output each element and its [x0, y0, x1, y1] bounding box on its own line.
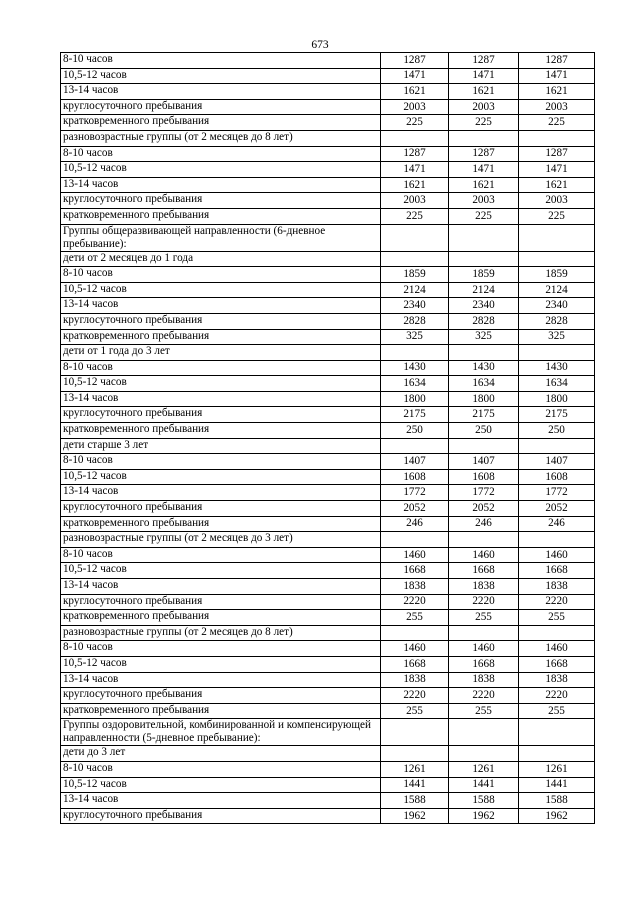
- value-cell: 255: [381, 610, 449, 626]
- value-cell: 255: [449, 703, 519, 719]
- value-cell: 2340: [449, 298, 519, 314]
- value-cell: 255: [519, 610, 595, 626]
- row-label: кратковременного пребывания: [61, 329, 381, 345]
- table-row: [61, 407, 595, 423]
- table-row: [61, 391, 595, 407]
- row-label: дети от 2 месяцев до 1 года: [61, 251, 381, 267]
- value-cell: [519, 438, 595, 454]
- value-cell: 246: [449, 516, 519, 532]
- value-cell: 2124: [519, 282, 595, 298]
- table-row: [61, 115, 595, 131]
- row-label: 8-10 часов: [61, 146, 381, 162]
- value-cell: 1261: [519, 761, 595, 777]
- value-cell: 2220: [449, 688, 519, 704]
- table-row: [61, 579, 595, 595]
- value-cell: 255: [519, 703, 595, 719]
- value-cell: 1772: [381, 485, 449, 501]
- value-cell: 1772: [449, 485, 519, 501]
- value-cell: 2340: [519, 298, 595, 314]
- value-cell: 1838: [381, 672, 449, 688]
- value-cell: 2828: [519, 313, 595, 329]
- value-cell: 325: [381, 329, 449, 345]
- table-row: [61, 423, 595, 439]
- value-cell: 1471: [381, 162, 449, 178]
- row-label: разновозрастные группы (от 2 месяцев до 8 лет): [61, 130, 381, 146]
- table-row: [61, 313, 595, 329]
- value-cell: [449, 746, 519, 762]
- table-row: [61, 793, 595, 809]
- value-cell: 1668: [381, 563, 449, 579]
- row-label: круглосуточного пребывания: [61, 407, 381, 423]
- value-cell: 225: [519, 115, 595, 131]
- value-cell: 2003: [449, 99, 519, 115]
- row-label: 8-10 часов: [61, 641, 381, 657]
- value-cell: [381, 719, 449, 746]
- value-cell: 1634: [519, 376, 595, 392]
- value-cell: 1287: [381, 53, 449, 69]
- value-cell: [449, 224, 519, 251]
- value-cell: 1838: [519, 579, 595, 595]
- value-cell: 1407: [381, 454, 449, 470]
- value-cell: 1962: [519, 808, 595, 824]
- row-label: круглосуточного пребывания: [61, 501, 381, 517]
- table-row: [61, 516, 595, 532]
- value-cell: [519, 224, 595, 251]
- value-cell: 2220: [449, 594, 519, 610]
- value-cell: 1668: [381, 656, 449, 672]
- table-row: [61, 84, 595, 100]
- table-row: [61, 130, 595, 146]
- row-label: Группы оздоровительной, комбинированной и компенсирующей направленности (5-дневное пребывание):: [61, 719, 381, 746]
- row-label: дети от 1 года до 3 лет: [61, 345, 381, 361]
- value-cell: 1441: [519, 777, 595, 793]
- table-row: [61, 641, 595, 657]
- table-row: [61, 777, 595, 793]
- value-cell: 2175: [381, 407, 449, 423]
- value-cell: 250: [381, 423, 449, 439]
- value-cell: [449, 438, 519, 454]
- value-cell: 225: [449, 115, 519, 131]
- row-label: 13-14 часов: [61, 298, 381, 314]
- value-cell: [519, 130, 595, 146]
- value-cell: 1471: [449, 68, 519, 84]
- row-label: кратковременного пребывания: [61, 516, 381, 532]
- value-cell: [449, 532, 519, 548]
- value-cell: 1430: [449, 360, 519, 376]
- value-cell: [381, 438, 449, 454]
- value-cell: 2220: [381, 594, 449, 610]
- row-label: кратковременного пребывания: [61, 703, 381, 719]
- table-row: [61, 376, 595, 392]
- value-cell: 255: [381, 703, 449, 719]
- row-label: 8-10 часов: [61, 53, 381, 69]
- row-label: Группы общеразвивающей направленности (6-дневное пребывание):: [61, 224, 381, 251]
- table-row: [61, 532, 595, 548]
- table-row: [61, 594, 595, 610]
- value-cell: 1287: [381, 146, 449, 162]
- value-cell: 2003: [449, 193, 519, 209]
- table-row: [61, 360, 595, 376]
- value-cell: 1608: [381, 469, 449, 485]
- value-cell: 1621: [519, 177, 595, 193]
- value-cell: 2340: [381, 298, 449, 314]
- table-row: [61, 563, 595, 579]
- table-row: [61, 162, 595, 178]
- value-cell: 1800: [449, 391, 519, 407]
- table-row: [61, 53, 595, 69]
- table-row: [61, 610, 595, 626]
- value-cell: 1460: [449, 547, 519, 563]
- table-row: [61, 672, 595, 688]
- value-cell: 1460: [519, 547, 595, 563]
- table-row: [61, 808, 595, 824]
- table-row: [61, 761, 595, 777]
- row-label: круглосуточного пребывания: [61, 594, 381, 610]
- value-cell: 1430: [519, 360, 595, 376]
- row-label: 10,5-12 часов: [61, 68, 381, 84]
- value-cell: 1407: [449, 454, 519, 470]
- value-cell: 1962: [449, 808, 519, 824]
- value-cell: 225: [519, 208, 595, 224]
- value-cell: 1287: [519, 146, 595, 162]
- row-label: 10,5-12 часов: [61, 162, 381, 178]
- row-label: круглосуточного пребывания: [61, 688, 381, 704]
- table-row: [61, 547, 595, 563]
- value-cell: 1287: [519, 53, 595, 69]
- table-row: [61, 68, 595, 84]
- value-cell: 1838: [381, 579, 449, 595]
- value-cell: [381, 625, 449, 641]
- value-cell: 1668: [449, 563, 519, 579]
- value-cell: 1261: [381, 761, 449, 777]
- value-cell: [519, 251, 595, 267]
- value-cell: [519, 746, 595, 762]
- value-cell: 1859: [449, 267, 519, 283]
- row-label: 10,5-12 часов: [61, 777, 381, 793]
- value-cell: 1460: [519, 641, 595, 657]
- table-row: [61, 345, 595, 361]
- row-label: круглосуточного пребывания: [61, 99, 381, 115]
- table-row: [61, 454, 595, 470]
- value-cell: 250: [519, 423, 595, 439]
- value-cell: 1287: [449, 53, 519, 69]
- value-cell: 225: [381, 115, 449, 131]
- value-cell: 1460: [381, 547, 449, 563]
- value-cell: 246: [519, 516, 595, 532]
- table-row: [61, 282, 595, 298]
- value-cell: 1668: [519, 563, 595, 579]
- value-cell: 1621: [519, 84, 595, 100]
- row-label: 8-10 часов: [61, 761, 381, 777]
- value-cell: 2220: [519, 688, 595, 704]
- table-row: [61, 146, 595, 162]
- value-cell: 1471: [519, 68, 595, 84]
- value-cell: 1668: [519, 656, 595, 672]
- value-cell: 1621: [381, 177, 449, 193]
- row-label: 10,5-12 часов: [61, 376, 381, 392]
- value-cell: 1460: [381, 641, 449, 657]
- value-cell: 2220: [381, 688, 449, 704]
- table-row: [61, 329, 595, 345]
- row-label: 10,5-12 часов: [61, 563, 381, 579]
- value-cell: 1460: [449, 641, 519, 657]
- value-cell: 2003: [519, 193, 595, 209]
- row-label: дети старше 3 лет: [61, 438, 381, 454]
- value-cell: 2828: [449, 313, 519, 329]
- value-cell: 1588: [519, 793, 595, 809]
- value-cell: [519, 719, 595, 746]
- value-cell: 325: [519, 329, 595, 345]
- table-row: [61, 688, 595, 704]
- value-cell: 1838: [449, 579, 519, 595]
- value-cell: 1621: [449, 177, 519, 193]
- table-body: [61, 53, 595, 824]
- row-label: дети до 3 лет: [61, 746, 381, 762]
- value-cell: 2003: [381, 193, 449, 209]
- value-cell: 2828: [381, 313, 449, 329]
- value-cell: [381, 251, 449, 267]
- table-row: [61, 703, 595, 719]
- value-cell: [449, 130, 519, 146]
- value-cell: 2052: [381, 501, 449, 517]
- table-row: [61, 656, 595, 672]
- row-label: кратковременного пребывания: [61, 610, 381, 626]
- table-row: [61, 208, 595, 224]
- row-label: круглосуточного пребывания: [61, 313, 381, 329]
- value-cell: 1800: [519, 391, 595, 407]
- row-label: 10,5-12 часов: [61, 469, 381, 485]
- value-cell: 1471: [381, 68, 449, 84]
- value-cell: [519, 345, 595, 361]
- tariff-table: [60, 52, 595, 824]
- value-cell: 2052: [449, 501, 519, 517]
- value-cell: [449, 345, 519, 361]
- row-label: 8-10 часов: [61, 360, 381, 376]
- value-cell: 1441: [449, 777, 519, 793]
- table-row: [61, 485, 595, 501]
- value-cell: 1859: [381, 267, 449, 283]
- row-label: кратковременного пребывания: [61, 208, 381, 224]
- value-cell: [381, 746, 449, 762]
- value-cell: [449, 719, 519, 746]
- value-cell: 1634: [449, 376, 519, 392]
- row-label: 13-14 часов: [61, 579, 381, 595]
- value-cell: 2003: [519, 99, 595, 115]
- row-label: кратковременного пребывания: [61, 423, 381, 439]
- table-row: [61, 469, 595, 485]
- table-row: [61, 746, 595, 762]
- value-cell: 2220: [519, 594, 595, 610]
- value-cell: [519, 625, 595, 641]
- value-cell: 1430: [381, 360, 449, 376]
- row-label: 13-14 часов: [61, 177, 381, 193]
- table-row: [61, 193, 595, 209]
- value-cell: [381, 532, 449, 548]
- row-label: 13-14 часов: [61, 485, 381, 501]
- table-row: [61, 438, 595, 454]
- value-cell: 1800: [381, 391, 449, 407]
- row-label: 10,5-12 часов: [61, 656, 381, 672]
- table-row: [61, 224, 595, 251]
- table-row: [61, 298, 595, 314]
- value-cell: 1838: [519, 672, 595, 688]
- value-cell: [381, 224, 449, 251]
- value-cell: 1621: [381, 84, 449, 100]
- value-cell: 2052: [519, 501, 595, 517]
- value-cell: 1261: [449, 761, 519, 777]
- page-number: 673: [311, 39, 329, 51]
- row-label: кратковременного пребывания: [61, 115, 381, 131]
- value-cell: 2175: [519, 407, 595, 423]
- value-cell: 1838: [449, 672, 519, 688]
- row-label: 13-14 часов: [61, 391, 381, 407]
- value-cell: [449, 251, 519, 267]
- value-cell: 325: [449, 329, 519, 345]
- table-row: [61, 251, 595, 267]
- table-row: [61, 177, 595, 193]
- value-cell: 1588: [381, 793, 449, 809]
- value-cell: 2003: [381, 99, 449, 115]
- value-cell: [519, 532, 595, 548]
- value-cell: 225: [381, 208, 449, 224]
- table-row: [61, 99, 595, 115]
- value-cell: 250: [449, 423, 519, 439]
- value-cell: 1634: [381, 376, 449, 392]
- row-label: 13-14 часов: [61, 793, 381, 809]
- row-label: круглосуточного пребывания: [61, 193, 381, 209]
- value-cell: 1859: [519, 267, 595, 283]
- value-cell: 1407: [519, 454, 595, 470]
- row-label: разновозрастные группы (от 2 месяцев до 3 лет): [61, 532, 381, 548]
- value-cell: [449, 625, 519, 641]
- row-label: 13-14 часов: [61, 672, 381, 688]
- value-cell: 1962: [381, 808, 449, 824]
- value-cell: 1608: [519, 469, 595, 485]
- value-cell: 1471: [519, 162, 595, 178]
- value-cell: 1668: [449, 656, 519, 672]
- row-label: 13-14 часов: [61, 84, 381, 100]
- row-label: разновозрастные группы (от 2 месяцев до 8 лет): [61, 625, 381, 641]
- table-row: [61, 719, 595, 746]
- table-row: [61, 625, 595, 641]
- value-cell: 1772: [519, 485, 595, 501]
- value-cell: 1287: [449, 146, 519, 162]
- row-label: 8-10 часов: [61, 267, 381, 283]
- row-label: 10,5-12 часов: [61, 282, 381, 298]
- value-cell: [381, 345, 449, 361]
- value-cell: 2175: [449, 407, 519, 423]
- value-cell: 225: [449, 208, 519, 224]
- value-cell: 1441: [381, 777, 449, 793]
- row-label: круглосуточного пребывания: [61, 808, 381, 824]
- table-row: [61, 267, 595, 283]
- value-cell: [381, 130, 449, 146]
- table-row: [61, 501, 595, 517]
- value-cell: 1471: [449, 162, 519, 178]
- value-cell: 246: [381, 516, 449, 532]
- value-cell: 255: [449, 610, 519, 626]
- value-cell: 2124: [381, 282, 449, 298]
- value-cell: 1588: [449, 793, 519, 809]
- row-label: 8-10 часов: [61, 547, 381, 563]
- value-cell: 1608: [449, 469, 519, 485]
- value-cell: 2124: [449, 282, 519, 298]
- row-label: 8-10 часов: [61, 454, 381, 470]
- value-cell: 1621: [449, 84, 519, 100]
